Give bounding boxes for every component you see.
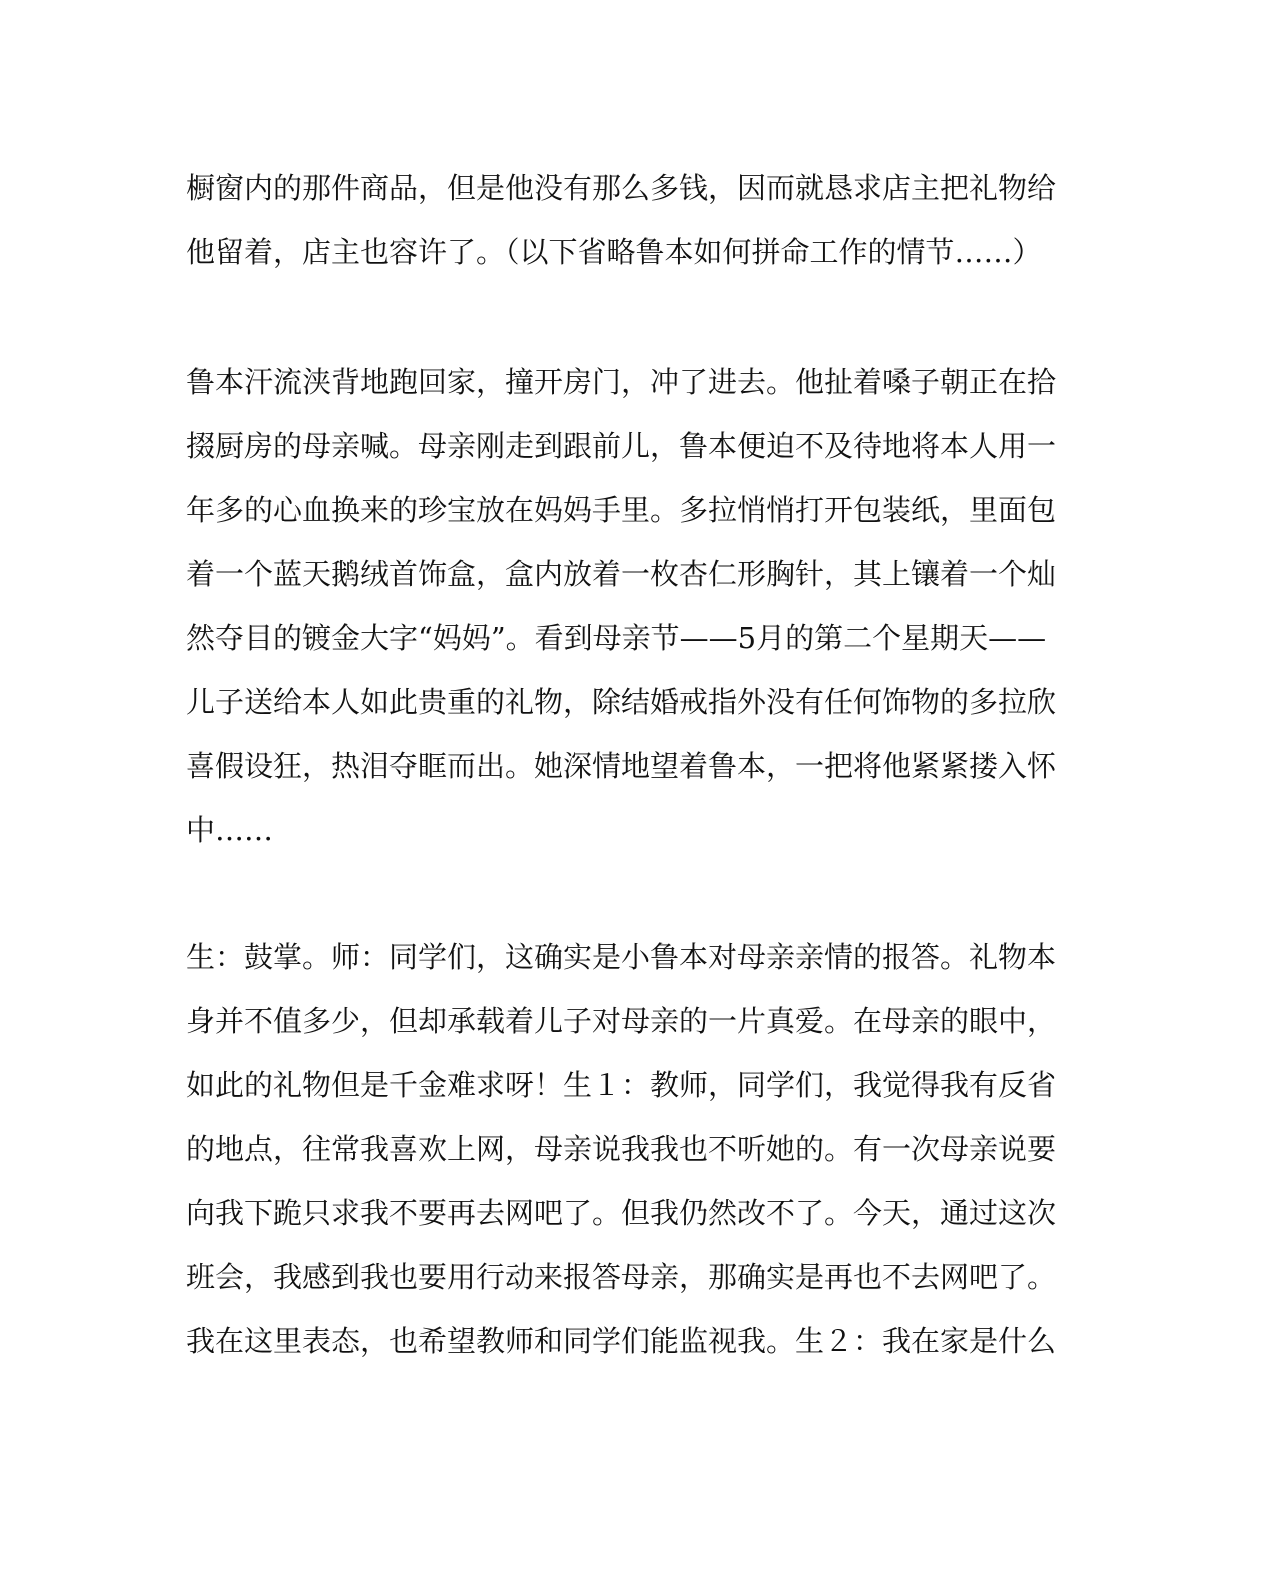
text-line: 着一个蓝天鹅绒首饰盒，盒内放着一枚杏仁形胸针，其上镶着一个灿 <box>186 557 1057 591</box>
text-line: 如此的礼物但是千金难求呀！生１：教师，同学们，我觉得我有反省 <box>186 1068 1057 1102</box>
text-line: 掇厨房的母亲喊。母亲刚走到跟前儿，鲁本便迫不及待地将本人用一 <box>186 429 1057 463</box>
text-line: 班会，我感到我也要用行动来报答母亲，那确实是再也不去网吧了。 <box>186 1260 1057 1294</box>
text-line: 年多的心血换来的珍宝放在妈妈手里。多拉悄悄打开包装纸，里面包 <box>186 493 1057 527</box>
text-line: 身并不值多少，但却承载着儿子对母亲的一片真爱。在母亲的眼中， <box>186 1004 1057 1038</box>
text-line: 橱窗内的那件商品，但是他没有那么多钱，因而就恳求店主把礼物给 <box>186 171 1057 205</box>
text-line: 喜假设狂，热泪夺眶而出。她深情地望着鲁本，一把将他紧紧搂入怀 <box>186 749 1057 783</box>
text-line: 儿子送给本人如此贵重的礼物，除结婚戒指外没有任何饰物的多拉欣 <box>186 685 1057 719</box>
text-line: 向我下跪只求我不要再去网吧了。但我仍然改不了。今天，通过这次 <box>186 1196 1057 1230</box>
text-line: 鲁本汗流浃背地跑回家，撞开房门，冲了进去。他扯着嗓子朝正在拾 <box>186 365 1057 399</box>
text-line: 中…… <box>186 813 274 847</box>
text-line: 他留着，店主也容许了。（以下省略鲁本如何拼命工作的情节……） <box>186 235 1042 269</box>
text-line: 的地点，往常我喜欢上网，母亲说我我也不听她的。有一次母亲说要 <box>186 1132 1057 1166</box>
text-line: 然夺目的镀金大字“妈妈”。看到母亲节——5月的第二个星期天—— <box>186 621 1047 655</box>
text-line: 我在这里表态，也希望教师和同学们能监视我。生２：我在家是什么 <box>186 1324 1057 1358</box>
text-line: 生：鼓掌。师：同学们，这确实是小鲁本对母亲亲情的报答。礼物本 <box>186 940 1057 974</box>
